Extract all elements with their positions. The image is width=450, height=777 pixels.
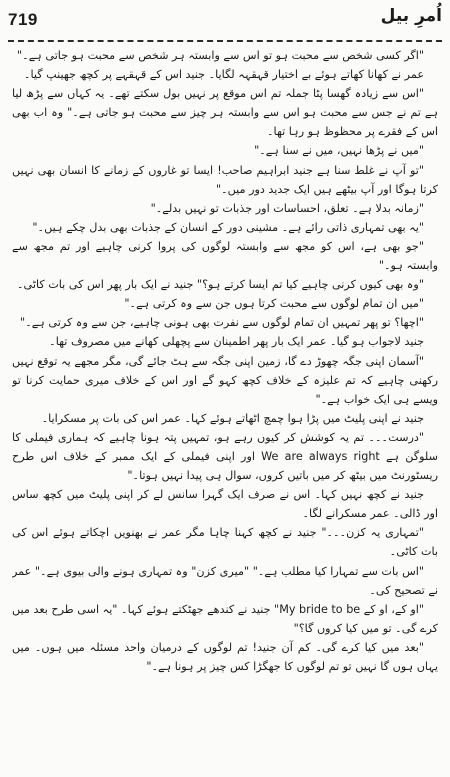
page-body — [12, 46, 438, 771]
paragraph: "آسمان اپنی جگہ چھوڑ دے گا، زمین اپنی جگہ سے ہٹ جائے گی، مگر مجھے یہ توقع نہیں رکھنی چاہیے کہ تم علیزہ کے خلاف کچھ کہو گے اور اس کے خلاف میری حمایت کرنا تو ویسے ہی ایک خواب ہے۔" — [12, 354, 438, 406]
paragraph: جنید نے اپنی پلیٹ میں پڑا ہوا چمچ اٹھاتے ہوئے کہا۔ عمر اس کی بات پر مسکرایا۔ — [41, 411, 424, 425]
paragraph: "یہ بھی تمہاری ذاتی رائے ہے۔ مشینی دور کے انسان کے جذبات بھی بدل چکے ہیں۔" — [32, 220, 424, 234]
paragraph: "بعد میں کیا کرے گی۔ کم آن جنید! تم لوگوں کے درمیان واحد مسئلہ میں ہوں۔ میں یہاں ہوں گا نہیں تو تم لوگوں کا جھگڑا کس چیز پر ہونا ہے۔" — [12, 640, 438, 673]
paragraph: "میں ان تمام لوگوں سے محبت کرتا ہوں جن سے وہ کرتی ہے۔" — [124, 297, 424, 311]
paragraph: "تمہاری یہ کزن۔۔۔" جنید نے کچھ کہنا چاہا مگر عمر نے بھنویں اچکاتے ہوئے اس کی بات کاٹی۔ — [12, 526, 438, 559]
paragraph: "اچھا؟ تو پھر تمہیں ان تمام لوگوں سے نفرت بھی ہونی چاہیے، جن سے وہ کرتی ہے۔" — [20, 316, 424, 330]
paragraph: جنید نے کچھ نہیں کہا۔ اس نے صرف ایک گہرا سانس لے کر اپنی پلیٹ میں کچھ ساس اور ڈالی۔ عمر مسکرانے لگا۔ — [12, 488, 438, 521]
paragraph: "تو آپ نے غلط سنا ہے جنید ابراہیم صاحب! ایسا تو غاروں کے زمانے کا انسان بھی نہیں کرتا ہوگا اور آپ بیٹھے ہیں ایک جدید دور میں۔" — [12, 163, 438, 196]
paragraph: "زمانہ بدلا ہے۔ تعلق، احساسات اور جذبات تو نہیں بدلے۔" — [150, 201, 424, 215]
paragraph: "اگر کسی شخص سے محبت ہو تو اس سے وابستہ ہر شخص سے محبت ہو جاتی ہے۔" — [17, 49, 424, 62]
paragraph: "اس سے زیادہ گھسا پٹا جملہ تم اس موقع پر نہیں بول سکتے تھے۔ یہ کہاں سے پڑھ لیا ہے تم نے جس سے محبت ہو اس سے وابستہ ہر چیز سے محبت ہو جاتی ہے۔" وہ اب بھی اس کے فقرے پر محظوظ ہو رہا تھا۔ — [12, 87, 438, 139]
paragraph: جنید لاجواب ہو گیا۔ عمر ایک بار پھر اطمینان سے پچھلی کھانے میں مصروف تھا۔ — [49, 335, 424, 349]
running-title: اُمرِ بیل — [380, 6, 442, 26]
paragraph: "او کے، او کے My bride to be" جنید نے کندھے جھٹکتے ہوئے کہا۔ "یہ اسی طرح بعد میں کرے گی۔ تو میں کیا کروں گا؟" — [12, 602, 438, 635]
header-divider — [8, 40, 442, 42]
paragraph: "میں نے پڑھا نہیں، میں نے سنا ہے۔" — [254, 144, 424, 158]
paragraph: "اس بات سے تمہارا کیا مطلب ہے۔" "میری کزن" وہ تمہاری ہونے والی بیوی ہے۔" عمر نے تصحیح کی۔ — [12, 564, 438, 597]
page-header — [8, 4, 442, 38]
paragraph: "وہ بھی کیوں کرنی چاہیے کیا تم ایسا کرتے ہو؟" جنید نے ایک بار پھر اس کی بات کاٹی۔ — [16, 278, 424, 292]
paragraph: "درست۔۔۔ تم یہ کوشش کر کیوں رہے ہو، تمہیں پتہ ہونا چاہیے کہ ہماری فیملی کا سلوگن ہے We are always right اور اپنی فیملی کے ایک ممبر کے خلاف اس طرح ریسٹورنٹ میں بیٹھ کر میں باتیں کروں، سوال ہی پیدا نہیں ہوتا۔" — [12, 430, 438, 483]
paragraph: "جو بھی ہے، اس کو مجھ سے وابستہ لوگوں کی پروا کرنی چاہیے اور تم مجھ سے وابستہ ہو۔" — [12, 239, 438, 273]
paragraph: عمر نے کھانا کھاتے ہوئے بے اختیار قہقہہ لگایا۔ جنید اس کے قہقہے پر کچھ جھینپ گیا۔ — [23, 68, 424, 82]
page-number: 719 — [8, 10, 38, 29]
